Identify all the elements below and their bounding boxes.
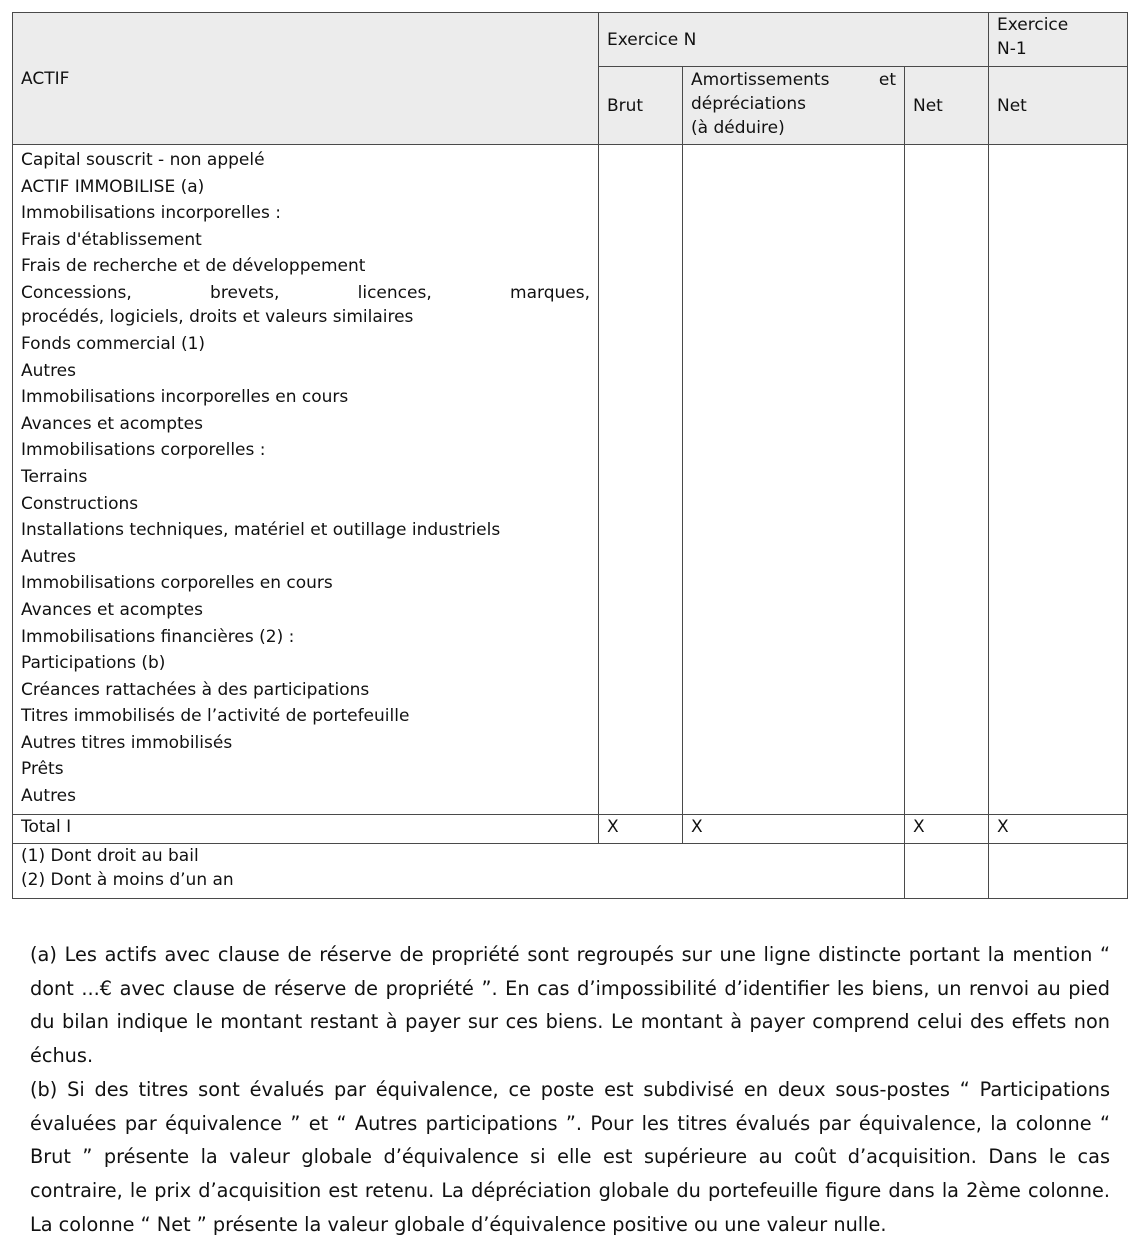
list-item: Frais de recherche et de développement bbox=[21, 256, 366, 277]
list-item: Constructions bbox=[21, 493, 139, 514]
balance-sheet-table bbox=[12, 12, 1128, 899]
header-amort-word1: Amortissements bbox=[691, 70, 830, 90]
items-list bbox=[13, 145, 599, 815]
header-amort-word2: et bbox=[878, 70, 896, 90]
header-amort-line2: dépréciations bbox=[691, 94, 807, 114]
list-item: Autres bbox=[21, 786, 77, 807]
header-brut: Brut bbox=[599, 67, 683, 145]
list-item: Immobilisations incorporelles : bbox=[21, 203, 281, 224]
header-amort-line1 bbox=[691, 68, 896, 92]
list-item: Installations techniques, matériel et outillage industriels bbox=[21, 520, 501, 541]
notes-cell bbox=[13, 843, 905, 898]
concessions-word: marques, bbox=[510, 282, 590, 303]
list-item: Immobilisations incorporelles en cours bbox=[21, 387, 349, 408]
footnotes bbox=[30, 938, 1110, 1241]
header-net: Net bbox=[905, 67, 989, 145]
header-exercice-n: Exercice N bbox=[599, 13, 989, 67]
net-n1-values-cell bbox=[989, 145, 1128, 815]
header-exercice-n1 bbox=[989, 13, 1128, 67]
total-row bbox=[13, 814, 1128, 843]
total-brut: X bbox=[599, 814, 683, 843]
list-item: Avances et acomptes bbox=[21, 413, 203, 434]
list-item: Autres titres immobilisés bbox=[21, 732, 233, 753]
footnote-b: (b) Si des titres sont évalués par équivalence, ce poste est subdivisé en deux sous-postes “ Participations évaluées par équivalence ” et “ Autres participations ”. Pour les titres évalués par équivalence, la colonne “ Brut ” présente la valeur globale d’équivalence si elle est supérieure au coût d’acquisition. Dans le cas contraire, le prix d’acquisition est retenu. La dépréciation globale du portefeuille figure dans la 2ème colonne. La colonne “ Net ” présente la valeur globale d’équivalence positive ou une valeur nulle. bbox=[30, 1077, 1110, 1236]
list-item: Autres bbox=[21, 546, 77, 567]
list-item: ACTIF IMMOBILISE (a) bbox=[21, 176, 205, 197]
notes-row bbox=[13, 843, 1128, 898]
header-exercice-n1-line1: Exercice bbox=[997, 15, 1069, 35]
header-amortissements bbox=[683, 67, 905, 145]
header-amort-line3: (à déduire) bbox=[691, 118, 785, 138]
amort-values-cell bbox=[683, 145, 905, 815]
items-row bbox=[13, 145, 1128, 815]
list-item: Fonds commercial (1) bbox=[21, 333, 206, 354]
brut-values-cell bbox=[599, 145, 683, 815]
list-item: Terrains bbox=[21, 466, 88, 487]
notes-net-cell bbox=[905, 843, 989, 898]
total-amort: X bbox=[683, 814, 905, 843]
concessions-word: licences, bbox=[357, 282, 432, 303]
concessions-line1 bbox=[21, 281, 590, 305]
list-item-concessions bbox=[21, 280, 590, 331]
list-item: Autres bbox=[21, 360, 77, 381]
note-item: (2) Dont à moins d’un an bbox=[21, 869, 234, 890]
header-exercice-n1-line2: N-1 bbox=[997, 39, 1027, 59]
total-net: X bbox=[905, 814, 989, 843]
list-item: Frais d'établissement bbox=[21, 229, 202, 250]
list-item: Participations (b) bbox=[21, 653, 166, 674]
list-item: Immobilisations financières (2) : bbox=[21, 626, 295, 647]
list-item: Créances rattachées à des participations bbox=[21, 679, 370, 700]
total-label: Total I bbox=[13, 814, 599, 843]
list-item: Titres immobilisés de l’activité de portefeuille bbox=[21, 706, 410, 727]
header-net-n1: Net bbox=[989, 67, 1128, 145]
note-item: (1) Dont droit au bail bbox=[21, 845, 199, 866]
total-net-n1: X bbox=[989, 814, 1128, 843]
footnote-a: (a) Les actifs avec clause de réserve de propriété sont regroupés sur une ligne distincte portant la mention “ dont ...€ avec clause de réserve de propriété ”. En cas d’impossibilité d’identifier les biens, un renvoi au pied du bilan indique le montant restant à payer sur ces biens. Le montant à payer comprend celui des effets non échus. bbox=[30, 943, 1110, 1068]
list-item: Capital souscrit - non appelé bbox=[21, 150, 265, 170]
list-item: Avances et acomptes bbox=[21, 599, 203, 620]
concessions-word: brevets, bbox=[210, 282, 280, 303]
concessions-line2: procédés, logiciels, droits et valeurs similaires bbox=[21, 306, 414, 327]
notes-net-n1-cell bbox=[989, 843, 1128, 898]
concessions-word: Concessions, bbox=[21, 282, 132, 303]
list-item: Immobilisations corporelles en cours bbox=[21, 573, 333, 594]
header-actif: ACTIF bbox=[13, 13, 599, 145]
list-item: Prêts bbox=[21, 759, 64, 780]
net-values-cell bbox=[905, 145, 989, 815]
list-item: Immobilisations corporelles : bbox=[21, 440, 266, 461]
